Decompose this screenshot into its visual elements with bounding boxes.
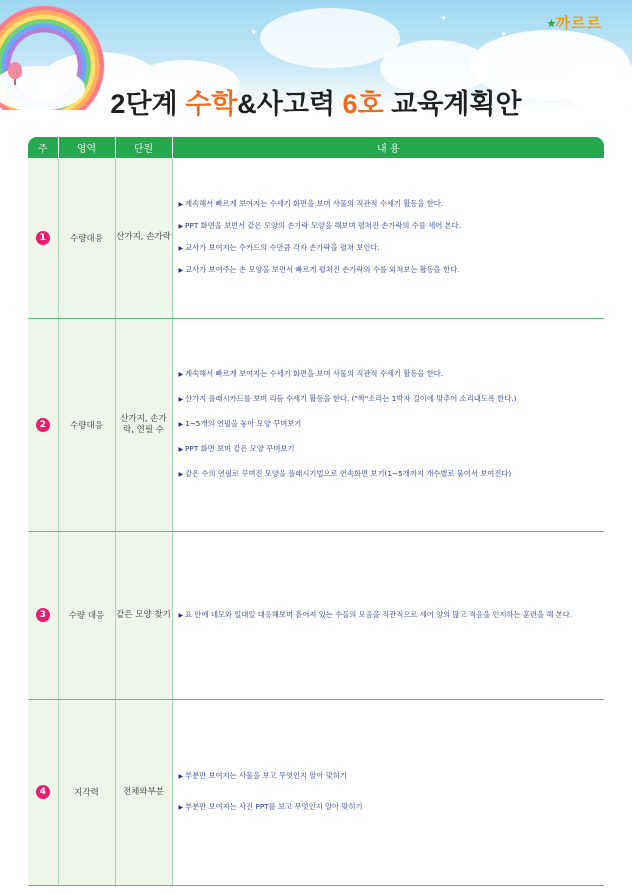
title-subject2: 사고력 [256, 89, 343, 119]
content-cell [172, 531, 604, 699]
unit-cell: 산가지, 손가락 [115, 158, 172, 318]
header-week: 주 [28, 137, 58, 158]
table-row [28, 531, 604, 699]
week-number-badge: 1 [36, 231, 50, 245]
content-list [173, 369, 605, 480]
unit-cell: 산가지, 손가락, 연필 수 [115, 318, 172, 531]
list-item: ▶ 계속해서 빠르게 보여지는 수세기 화면을 보며 사물의 직관적 수세기 활동을 한다. [179, 199, 601, 210]
header-content: 내 용 [172, 137, 604, 158]
content-list [173, 610, 605, 621]
page-title [0, 82, 632, 121]
cloud [260, 8, 400, 68]
week-number-badge: 3 [36, 608, 50, 622]
content-cell [172, 158, 604, 318]
title-stage: 2단계 [110, 89, 186, 119]
list-item: ▶ PPT 화면 보며 같은 모양 꾸며보기 [179, 444, 601, 455]
week-cell [28, 699, 58, 885]
table-row [28, 318, 604, 531]
content-list [173, 771, 605, 813]
week-cell [28, 318, 58, 531]
area-cell: 수량 대응 [58, 531, 115, 699]
title-doc: 교육계획안 [383, 89, 522, 119]
title-issue: 6호 [342, 89, 384, 119]
content-cell [172, 699, 604, 885]
list-item: ▶ 부분만 보여지는 사물을 보고 무엇인지 알아 맞히기 [179, 771, 601, 782]
list-item: ▶ 교사가 보여지는 수카드의 수만큼 각자 손가락을 펼쳐 보인다. [179, 243, 601, 254]
title-amp: & [237, 89, 257, 119]
balloon-icon [8, 62, 22, 79]
list-item: ▶ 부분만 보여지는 사진 PPT를 보고 무엇인지 알아 맞히기 [179, 802, 601, 813]
header-area: 영역 [58, 137, 115, 158]
education-plan-table [28, 137, 604, 886]
table-row [28, 158, 604, 318]
list-item: ▶ 같은 수의 연필로 꾸며진 모양을 플래시기법으로 연속화면 보기(1~5개까지 개수별로 묶여서 보여진다) [179, 469, 601, 480]
content-cell [172, 318, 604, 531]
star-icon: ✦ [440, 14, 448, 24]
star-icon: ✦ [500, 30, 508, 40]
list-item: ▶ 계속해서 빠르게 보여지는 수세기 화면을 보며 사물의 직관적 수세기 활동을 한다. [179, 369, 601, 380]
table-row [28, 699, 604, 885]
list-item: ▶ 교사가 보여주는 손 모양을 보면서 빠르게 펼쳐진 손가락의 수를 외쳐보는 활동을 한다. [179, 265, 601, 276]
area-cell: 수량대응 [58, 318, 115, 531]
title-subject: 수학 [185, 89, 238, 119]
list-item: ▶ 표 안에 네모와 일대일 대응해보며 흩어져 있는 수들의 모음을 직관적으로 세어 양의 많고 적음을 인지하는 훈련을 해 본다. [179, 610, 601, 621]
brand-logo [547, 12, 602, 33]
week-number-badge: 4 [36, 785, 50, 799]
unit-cell: 같은 모양 찾기 [115, 531, 172, 699]
week-cell [28, 531, 58, 699]
table-header-row [28, 137, 604, 158]
sparkle-icon: ٭ [547, 15, 556, 32]
unit-cell: 전체와부분 [115, 699, 172, 885]
list-item: ▶ 산가지 플래시카드를 보며 리듬 수세기 활동을 한다. ("짝"소리는 1박자 길이에 맞추어 소리내도록 한다.) [179, 394, 601, 405]
star-icon: ✦ [250, 28, 258, 38]
week-cell [28, 158, 58, 318]
content-list [173, 199, 605, 276]
brand-text: 까르르 [555, 15, 602, 32]
list-item: ▶ 1~5개의 연필을 놓아 모양 꾸며보기 [179, 419, 601, 430]
area-cell: 지각력 [58, 699, 115, 885]
header-unit: 단원 [115, 137, 172, 158]
list-item: ▶ PPT 화면을 보면서 같은 모양의 손가락 모양을 해보며 펼쳐진 손가락의 수를 세어 본다. [179, 221, 601, 232]
area-cell: 수량대응 [58, 158, 115, 318]
week-number-badge: 2 [36, 418, 50, 432]
